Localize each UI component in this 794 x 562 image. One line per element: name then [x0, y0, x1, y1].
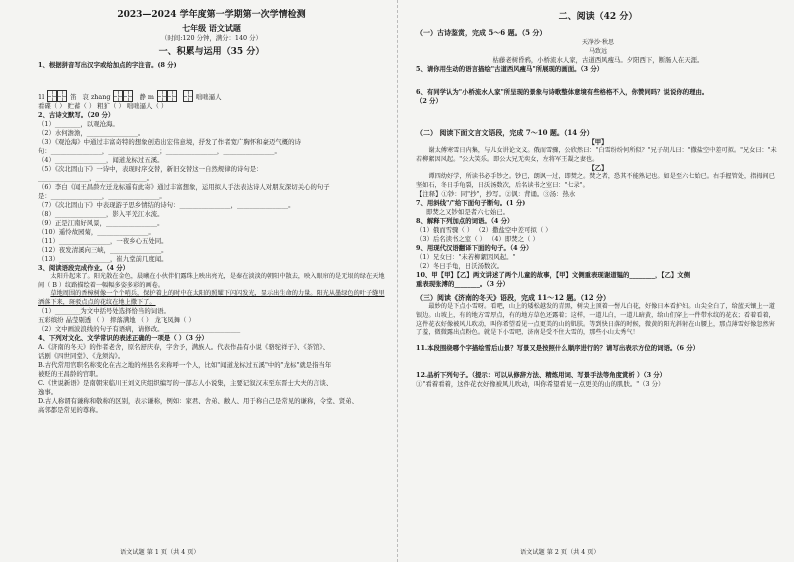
q3-part-b: （2）文中画波浪线的句子有语病，请修改。________________________	[38, 325, 241, 334]
question-1: 1、根据拼音写出汉字或给加点的字注音。(8 分)	[38, 61, 177, 69]
pinyin-item-1	[38, 90, 77, 102]
question-10: 10、甲【甲】【乙】两文讲述了两个儿童的故事，【甲】文侧重表现谢道韫的________，【乙】文侧	[416, 271, 691, 280]
q9-item: （2）冬日手龟，日沃汤数次。	[416, 262, 504, 271]
q9-item: （1）兄女曰："未若柳絮因风起。"	[416, 253, 516, 262]
q4-line: D.古人称谓有谦称和敬称的区别，表示谦称，例如：家君、舍弟、敝人、用于称自己是常见的谦称，令堂、贤弟、	[38, 397, 359, 406]
q3-part-a: （1）________为文中括号处选择恰当的词语。	[38, 307, 170, 316]
q2-line: （5）《次北固山下》一诗中，表现时序交替，新旧交替这一自然规律的诗句是：	[38, 165, 263, 173]
passage-winter: 最妙的是下点小雪呀。看吧，山上的矮松越发的青黑，树尖上顶着一髻儿白花，好像日本看护妇。山尖全白了，给蓝天镶上一道银边。山坡上，有的地方雪厚点，有的地方草色还露着；这样，一道儿白，一道儿暗黄，给山们穿上一件带水纹的花衣；看着看着，这件花衣好像被风儿吹动，叫你希望看见一点更美的山的肌肤。等到快日落的时候，微黄的阳光斜射在山腰上，那点薄雪好像忽然害了羞，微微露出点粉色。就是下小雪吧，济南是受不住大雪的，那些小山太秀气！	[416, 303, 775, 337]
q4-line: 被贬的王昌龄的官职。	[38, 370, 102, 379]
q4-line: C.《世说新语》是南朝宋临川王刘义庆组织编写的一部志人小说集，主要记叙汉末至东晋士大夫的言谈、	[38, 379, 333, 388]
part-2-title: （二） 阅读下面文言文语段，完成 7～10 题。（14 分）	[416, 128, 594, 137]
passage-yi: 谭四幼好学，所读书必手钞之。钞已，朗讽一过，即焚之。焚之者，恐其不能熟记也。如是至六七始已。右手握管处，指拇间已坚如石，冬日手龟裂，日沃汤数次，后名读书之室曰："七录"。	[416, 173, 775, 189]
pinyin-grid-row	[38, 72, 385, 102]
question-9: 9、用现代汉语翻译下面的句子。（4 分）	[416, 244, 533, 253]
question-5: 5、请你用生动的语言描绘"古道西风瘦马"所展现的画面。（3 分）	[416, 65, 604, 73]
q4-line: 话剧《四世同堂》、《龙须沟》。	[38, 352, 125, 361]
q2-line: （2）水何澹澹，________________。	[38, 129, 145, 137]
passage-yi-note: 【注释】①钞：同"抄"，抄写。②讽：背诵。③汤：热水	[416, 190, 576, 199]
question-2: 2、古诗文默写。（20 分）	[38, 111, 115, 119]
q2-line: （7）《次北固山下》中表现游子思乡情结的诗句：________________，________________。	[38, 201, 295, 209]
pinyin-label: 咄咄逼人	[195, 93, 222, 101]
answer-space[interactable]	[416, 74, 780, 88]
q2-line: 是：________________，________________。	[38, 192, 166, 200]
pinyin-label: 哀 zhang	[82, 93, 111, 101]
answer-space[interactable]	[416, 353, 780, 371]
q3-passage: 太阳升起来了。阳光散在金色，晨曦在小伙伴们露珠上映出亮光，是秦在淡淡的朝阳中散去，映入眼帘的是无垠的绿在天地间（ B ）纹路描绘着一幅幅多姿多彩的画卷。	[38, 273, 385, 289]
q4-line: A.《济南的冬天》的作者老舍，原名舒庆春，字舍予，满族人。代表作品有小说《骆驼祥子》、《茶馆》、	[38, 343, 330, 352]
writing-grid[interactable]	[157, 90, 177, 102]
time-note: （时间:120 分钟，满分：140 分）	[161, 34, 262, 42]
question-8: 8、解释下列加点的词语。（4 分）	[416, 217, 514, 226]
question-6: 6、有同学认为"小桥流水人家"所呈现的景象与诗歌整体意境有些格格不入，你赞同吗？说说你的理由。	[416, 88, 709, 96]
question-10b: 重表现张溥的________。（3 分）	[416, 280, 509, 289]
q12-sentence: ①"看着看着，这件花衣好像被风儿吹动，叫你希望看见一点更美的山的肌肤。"（3 分）	[416, 379, 665, 388]
q2-line: （6）李白《闻王昌龄左迁龙标遥有此寄》通过丰富想象，运用拟人手法表达诗人对朋友深切关心的句子	[38, 183, 330, 191]
q2-line: （13）________________，崔九堂前几度闻。	[38, 255, 168, 263]
q8-items-2: （3）后名读书之室（ ） （4）即焚之（ ）	[416, 235, 539, 244]
q3-passage-2: 草地周围的香樟树像一个个哨兵，保护着上的时中在太阳的照耀下闪闪发光，显示出生命的力量。阳光从墨绿色的叶子缝里洒落下来，斑驳点点的花纹在地上撒下了。	[38, 290, 385, 306]
passage-yi-label: 【乙】	[588, 164, 608, 173]
q2-line: （9）正是江南好风景，________________。	[38, 219, 164, 227]
page-1-footer: 语文试题 第 1 页（共 4 页）	[120, 549, 200, 556]
writing-grid[interactable]	[113, 90, 133, 102]
exam-subtitle: 七年级 语文试题	[182, 23, 241, 33]
exam-header: 2023—2024 学年度第一学期第一次学情检测	[117, 10, 306, 20]
passage-jia: 谢太傅寒雪日内集，与儿女讲论文义。俄而雪骤，公欣然曰："白雪纷纷何所似？"兄子胡儿曰："撒盐空中差可拟。"兄女曰："未若柳絮因风起。"公大笑乐。即公大兄无奕女，左将军王凝之妻也。	[416, 147, 777, 163]
question-4: 4、下列对文化、文学常识的表述正确的一项是（ ）（3 分）	[38, 334, 208, 343]
question-12: 12.品析下列句子。（提示：可以从修辞方法、精炼用词、写景手法等角度赏析 ）（3 分）	[416, 370, 667, 379]
section-2-title: 二、阅读（42 分）	[558, 12, 638, 22]
q8-items: （1）俄而雪骤（ ） （2）撒盐空中差可拟（ ）	[416, 226, 552, 235]
q2-line: （1）________，以观沧海。	[38, 120, 119, 128]
question-7: 7、用斜线"/"给下面句子断句。(1 分)	[416, 199, 526, 208]
writing-grid[interactable]	[47, 90, 67, 102]
part-3-title: （三）阅读《济南的冬天》语段，完成 11～12 题。（12 分）	[416, 293, 611, 303]
pinyin-item-4	[183, 90, 222, 102]
poem-title: 天净沙·秋思	[582, 39, 614, 46]
writing-grid[interactable]	[183, 90, 193, 102]
q2-line: （10）遥怜故园菊，________________。	[38, 228, 155, 236]
pinyin-item-3	[139, 90, 176, 102]
q1-row-2: 看碟（ ） 贮蓄（ ） 粗犷（ ） 咄咄逼人（ ）	[38, 102, 168, 110]
question-6-score: （2 分）	[416, 97, 442, 105]
poem-author: 马致远	[588, 48, 607, 55]
q2-line: （4）________________，闻道龙标过五溪。	[38, 156, 164, 164]
q4-line: B.古代常用官职名称变化在古之地的州县名来称呼一个人，比如"闻道龙标过五溪"中的"龙标"就是指当年	[38, 361, 332, 370]
page-2-footer: 语文试题 第 2 页（共 4 页）	[520, 549, 600, 556]
q2-line: （11）________________，一夜乡心五处同。	[38, 237, 168, 245]
question-11: 11.本段围绕哪个字描绘雪后山景？写景又是按照什么顺序进行的？请写出表示方位的词语。（6 分）	[416, 343, 699, 352]
q4-line: 高邻都是常见的尊称。	[38, 406, 102, 415]
poem-text: 枯藤老树昏鸦，小桥流水人家，古道西风瘦马。夕阳西下，断肠人在天涯。	[492, 56, 704, 64]
question-3: 3、阅读语段完成作业。（4 分）	[38, 264, 129, 272]
pinyin-suffix: 笛	[70, 93, 77, 101]
section-1-title: 一、积累与运用（35 分）	[158, 47, 265, 57]
q2-line: （3）《观沧海》中通过丰富奇特的想象创造出宏伟意境，抒发了作者宽广胸怀和豪迈气概的诗	[38, 138, 301, 146]
q2-line: 句：________________，________________；________________，________________。	[38, 147, 281, 155]
q2-line: （8）________________，影入平羌江水流。	[38, 210, 164, 218]
pinyin-label: 1l	[38, 93, 45, 101]
q4-line: 逸事。	[38, 388, 58, 397]
answer-space[interactable]	[416, 106, 780, 124]
q2-line: ________________，________________。	[38, 174, 154, 182]
pinyin-item-2	[83, 90, 134, 102]
q7-sentence: 即焚之又钞如是者六七始已。	[426, 208, 510, 217]
q2-line: （12）夜发清溪向三峡，________________。	[38, 246, 168, 254]
page-2	[397, 0, 794, 562]
q3-options: 五彩缤纷 晶莹剔透 （ ） 摔落满地 （ ） 龙飞凤舞（ ）	[38, 316, 195, 325]
passage-jia-label: 【甲】	[588, 138, 608, 146]
part-1-title: （一）古诗鉴赏，完成 5～6 题。（5 分）	[416, 28, 547, 37]
pinyin-label: 静 m	[139, 93, 154, 101]
